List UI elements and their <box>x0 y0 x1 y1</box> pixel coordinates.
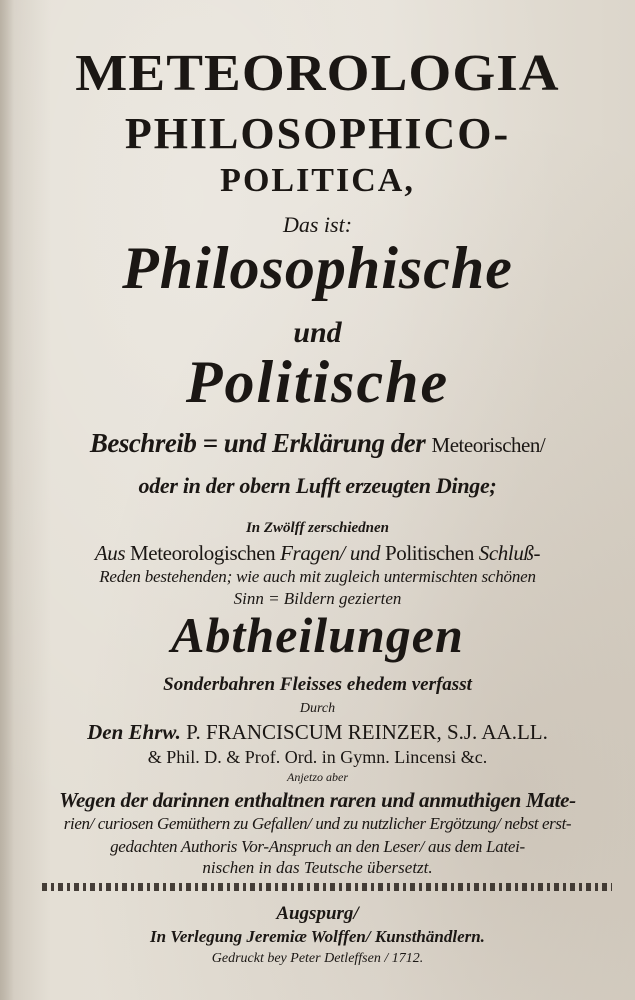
title-line-2: PHILOSOPHICO- <box>124 109 511 158</box>
printer: Gedruckt bey Peter Detleffsen / 1712. <box>211 951 424 966</box>
conjunction-und: und <box>293 316 342 349</box>
anjetzo: Anjetzo aber <box>287 770 348 784</box>
line-aus-part-b: Meteorologischen <box>130 541 276 565</box>
ornament-rule <box>42 880 612 894</box>
heading-politische: Politische <box>185 349 450 415</box>
place: Augspurg/ <box>276 903 359 924</box>
heading-philosophische: Philosophische <box>122 235 513 301</box>
author-prefix: Den Ehrw. <box>87 720 187 744</box>
line-reden: Reden bestehenden; wie auch mit zugleich untermischten schönen <box>99 567 536 586</box>
das-ist: Das ist: <box>282 212 353 237</box>
line-aus-part-a: Aus <box>94 541 131 565</box>
line-obern: oder in der obern Lufft erzeugten Dinge; <box>138 473 497 498</box>
line-aus-part-d: Politischen <box>384 541 474 565</box>
line-nischen: nischen in das Teutsche übersetzt. <box>202 858 433 877</box>
title-line-1: METEOROLOGIA <box>75 45 560 102</box>
author-name: P. FRANCISCUM REINZER, S.J. AA.LL. <box>186 720 548 744</box>
line-gedachten: gedachten Authoris Vor-Anspruch an den Leser/ aus dem Latei- <box>110 837 525 856</box>
line-zwoelff: In Zwölff zerschiednen <box>245 520 390 536</box>
line-beschreib-part-b: Meteorischen/ <box>431 433 546 457</box>
author-degrees: & Phil. D. & Prof. Ord. in Gymn. Lincensi &c. <box>147 747 488 767</box>
line-aus-part-c: Fragen/ und <box>275 541 385 565</box>
line-beschreib <box>0 430 635 457</box>
line-rien: rien/ curiosen Gemüthern zu Gefallen/ und zu nutzlicher Ergötzung/ nebst erst- <box>63 814 572 833</box>
author-line <box>0 722 635 743</box>
line-aus <box>0 543 635 564</box>
line-beschreib-part-a: Beschreib = und Erklärung der <box>89 428 432 458</box>
line-sinn: Sinn = Bildern gezierten <box>233 589 402 608</box>
publisher: In Verlegung Jeremiæ Wolffen/ Kunsthändlern. <box>150 927 485 946</box>
line-wegen: Wegen der darinnen enthaltnen raren und anmuthigen Mate- <box>59 788 576 812</box>
line-aus-part-e: Schluß- <box>473 541 541 565</box>
durch: Durch <box>299 701 336 716</box>
heading-abtheilungen: Abtheilungen <box>171 607 464 663</box>
title-line-3: POLITICA, <box>220 162 415 199</box>
line-sonderbahren: Sonderbahren Fleisses ehedem verfasst <box>163 674 472 695</box>
